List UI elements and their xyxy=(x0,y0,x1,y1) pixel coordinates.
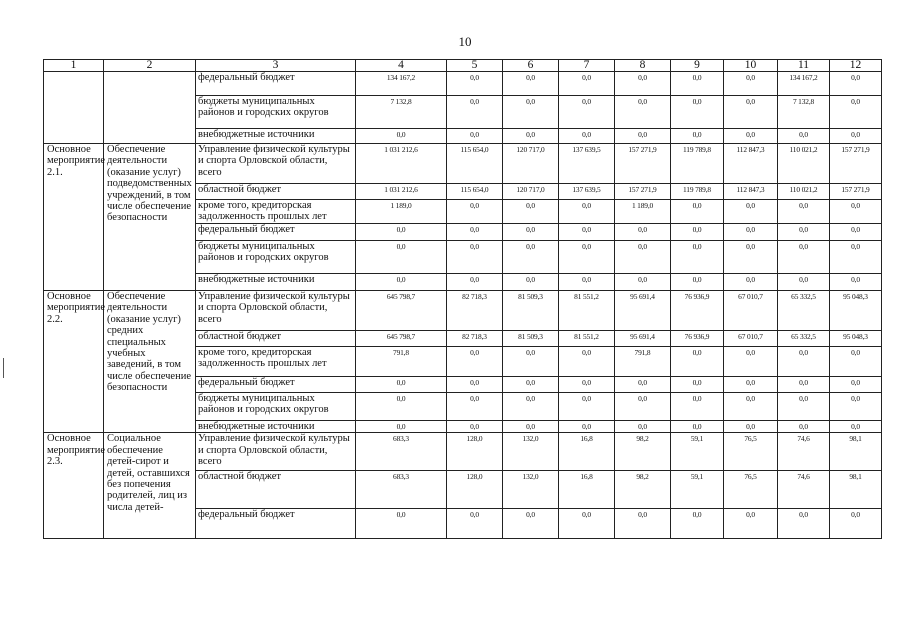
value-cell: 7 132,8 xyxy=(356,96,447,129)
value-cell: 0,0 xyxy=(830,347,882,377)
value-cell: 0,0 xyxy=(559,377,615,393)
value-cell: 7 132,8 xyxy=(778,96,830,129)
table-body xyxy=(44,72,882,539)
value-cell: 0,0 xyxy=(559,129,615,144)
value-cell: 98,2 xyxy=(615,471,671,509)
value-cell: 132,0 xyxy=(503,433,559,471)
value-cell: 0,0 xyxy=(671,129,724,144)
value-cell: 0,0 xyxy=(724,274,778,291)
value-cell: 0,0 xyxy=(356,377,447,393)
value-cell: 98,1 xyxy=(830,471,882,509)
value-cell: 115 654,0 xyxy=(447,184,503,200)
value-cell: 0,0 xyxy=(356,393,447,421)
value-cell: 0,0 xyxy=(559,200,615,224)
value-cell: 0,0 xyxy=(724,377,778,393)
description-cell: Обеспечение деятельности (оказание услуг) подведомственных учреждений, в том числе обеспечение безопасности xyxy=(104,144,196,291)
value-cell: 0,0 xyxy=(778,421,830,433)
value-cell: 95 691,4 xyxy=(615,331,671,347)
value-cell: 157 271,9 xyxy=(615,184,671,200)
value-cell: 81 509,3 xyxy=(503,291,559,331)
value-cell: 0,0 xyxy=(503,509,559,539)
value-cell: 65 332,5 xyxy=(778,331,830,347)
value-cell: 0,0 xyxy=(503,421,559,433)
funding-source-cell: бюджеты муниципальных районов и городских округов xyxy=(196,96,356,129)
value-cell: 120 717,0 xyxy=(503,144,559,184)
value-cell: 137 639,5 xyxy=(559,144,615,184)
funding-source-cell: внебюджетные источники xyxy=(196,274,356,291)
value-cell: 95 691,4 xyxy=(615,291,671,331)
value-cell: 0,0 xyxy=(778,200,830,224)
value-cell: 81 551,2 xyxy=(559,291,615,331)
value-cell: 0,0 xyxy=(830,509,882,539)
column-number-row xyxy=(44,60,882,72)
funding-source-cell: Управление физической культуры и спорта Орловской области, всего xyxy=(196,291,356,331)
value-cell: 134 167,2 xyxy=(778,72,830,96)
value-cell: 112 847,3 xyxy=(724,184,778,200)
value-cell: 0,0 xyxy=(671,224,724,241)
value-cell: 0,0 xyxy=(724,347,778,377)
value-cell: 67 010,7 xyxy=(724,331,778,347)
value-cell: 128,0 xyxy=(447,433,503,471)
value-cell: 0,0 xyxy=(671,96,724,129)
value-cell: 0,0 xyxy=(671,393,724,421)
value-cell: 98,2 xyxy=(615,433,671,471)
value-cell: 0,0 xyxy=(503,200,559,224)
funding-source-cell: бюджеты муниципальных районов и городских округов xyxy=(196,241,356,274)
value-cell: 0,0 xyxy=(724,241,778,274)
value-cell: 0,0 xyxy=(559,347,615,377)
value-cell: 0,0 xyxy=(559,509,615,539)
value-cell: 0,0 xyxy=(447,347,503,377)
value-cell: 0,0 xyxy=(615,509,671,539)
value-cell: 0,0 xyxy=(830,96,882,129)
value-cell: 0,0 xyxy=(447,274,503,291)
funding-source-cell: внебюджетные источники xyxy=(196,421,356,433)
value-cell: 0,0 xyxy=(559,241,615,274)
value-cell: 137 639,5 xyxy=(559,184,615,200)
value-cell: 0,0 xyxy=(615,274,671,291)
value-cell: 0,0 xyxy=(447,241,503,274)
value-cell: 0,0 xyxy=(778,509,830,539)
value-cell: 0,0 xyxy=(830,241,882,274)
value-cell: 65 332,5 xyxy=(778,291,830,331)
column-header: 10 xyxy=(724,60,778,72)
value-cell: 1 031 212,6 xyxy=(356,144,447,184)
description-cell-empty xyxy=(104,72,196,144)
value-cell: 0,0 xyxy=(503,96,559,129)
funding-table xyxy=(43,59,882,539)
value-cell: 0,0 xyxy=(356,421,447,433)
value-cell: 128,0 xyxy=(447,471,503,509)
value-cell: 59,1 xyxy=(671,471,724,509)
value-cell: 0,0 xyxy=(615,96,671,129)
funding-source-cell: областной бюджет xyxy=(196,184,356,200)
value-cell: 0,0 xyxy=(778,224,830,241)
funding-source-cell: федеральный бюджет xyxy=(196,72,356,96)
value-cell: 1 189,0 xyxy=(615,200,671,224)
value-cell: 0,0 xyxy=(778,129,830,144)
value-cell: 0,0 xyxy=(615,72,671,96)
value-cell: 134 167,2 xyxy=(356,72,447,96)
value-cell: 0,0 xyxy=(447,393,503,421)
value-cell: 1 189,0 xyxy=(356,200,447,224)
value-cell: 119 789,8 xyxy=(671,144,724,184)
value-cell: 82 718,3 xyxy=(447,291,503,331)
value-cell: 0,0 xyxy=(671,200,724,224)
funding-source-cell: кроме того, кредиторская задолженность прошлых лет xyxy=(196,200,356,224)
value-cell: 0,0 xyxy=(447,224,503,241)
value-cell: 82 718,3 xyxy=(447,331,503,347)
value-cell: 110 021,2 xyxy=(778,144,830,184)
column-header: 3 xyxy=(196,60,356,72)
funding-source-cell: областной бюджет xyxy=(196,331,356,347)
value-cell: 98,1 xyxy=(830,433,882,471)
value-cell: 683,3 xyxy=(356,433,447,471)
column-header: 4 xyxy=(356,60,447,72)
value-cell: 0,0 xyxy=(724,393,778,421)
measure-cell: Основное мероприятие 2.1. xyxy=(44,144,104,291)
value-cell: 0,0 xyxy=(724,224,778,241)
value-cell: 76,5 xyxy=(724,471,778,509)
value-cell: 16,8 xyxy=(559,471,615,509)
value-cell: 0,0 xyxy=(559,274,615,291)
value-cell: 0,0 xyxy=(447,200,503,224)
table-row xyxy=(44,72,882,96)
value-cell: 76 936,9 xyxy=(671,331,724,347)
value-cell: 0,0 xyxy=(724,200,778,224)
value-cell: 0,0 xyxy=(615,224,671,241)
value-cell: 0,0 xyxy=(724,421,778,433)
value-cell: 0,0 xyxy=(671,274,724,291)
value-cell: 0,0 xyxy=(356,224,447,241)
column-header: 2 xyxy=(104,60,196,72)
value-cell: 0,0 xyxy=(830,72,882,96)
value-cell: 81 509,3 xyxy=(503,331,559,347)
funding-source-cell: Управление физической культуры и спорта Орловской области, всего xyxy=(196,144,356,184)
value-cell: 157 271,9 xyxy=(830,144,882,184)
value-cell: 0,0 xyxy=(503,72,559,96)
description-cell: Социальное обеспечение детей-сирот и детей, оставшихся без попечения родителей, лиц из числа детей- xyxy=(104,433,196,539)
value-cell: 0,0 xyxy=(671,377,724,393)
value-cell: 0,0 xyxy=(615,241,671,274)
value-cell: 0,0 xyxy=(778,377,830,393)
value-cell: 0,0 xyxy=(778,274,830,291)
value-cell: 120 717,0 xyxy=(503,184,559,200)
value-cell: 0,0 xyxy=(503,241,559,274)
value-cell: 95 048,3 xyxy=(830,331,882,347)
value-cell: 1 031 212,6 xyxy=(356,184,447,200)
value-cell: 0,0 xyxy=(830,224,882,241)
value-cell: 0,0 xyxy=(671,421,724,433)
column-header: 6 xyxy=(503,60,559,72)
funding-source-cell: федеральный бюджет xyxy=(196,509,356,539)
measure-cell-empty xyxy=(44,72,104,144)
value-cell: 0,0 xyxy=(503,377,559,393)
value-cell: 0,0 xyxy=(615,421,671,433)
funding-source-cell: федеральный бюджет xyxy=(196,377,356,393)
value-cell: 59,1 xyxy=(671,433,724,471)
value-cell: 0,0 xyxy=(503,393,559,421)
value-cell: 0,0 xyxy=(830,129,882,144)
value-cell: 0,0 xyxy=(671,347,724,377)
value-cell: 0,0 xyxy=(503,224,559,241)
value-cell: 0,0 xyxy=(447,96,503,129)
value-cell: 0,0 xyxy=(615,129,671,144)
value-cell: 0,0 xyxy=(447,509,503,539)
value-cell: 0,0 xyxy=(447,72,503,96)
value-cell: 645 798,7 xyxy=(356,331,447,347)
table-row xyxy=(44,291,882,331)
table-row xyxy=(44,433,882,471)
value-cell: 74,6 xyxy=(778,433,830,471)
column-header: 11 xyxy=(778,60,830,72)
value-cell: 791,8 xyxy=(356,347,447,377)
value-cell: 0,0 xyxy=(356,274,447,291)
value-cell: 0,0 xyxy=(724,72,778,96)
value-cell: 0,0 xyxy=(559,72,615,96)
measure-cell: Основное мероприятие 2.2. xyxy=(44,291,104,433)
value-cell: 0,0 xyxy=(559,421,615,433)
value-cell: 157 271,9 xyxy=(830,184,882,200)
column-header: 12 xyxy=(830,60,882,72)
value-cell: 0,0 xyxy=(671,72,724,96)
value-cell: 76,5 xyxy=(724,433,778,471)
value-cell: 683,3 xyxy=(356,471,447,509)
column-header: 8 xyxy=(615,60,671,72)
value-cell: 0,0 xyxy=(503,274,559,291)
page-number: 10 xyxy=(458,34,472,49)
value-cell: 0,0 xyxy=(724,509,778,539)
funding-source-cell: областной бюджет xyxy=(196,471,356,509)
measure-cell: Основное мероприятие 2.3. xyxy=(44,433,104,539)
column-header: 9 xyxy=(671,60,724,72)
margin-mark xyxy=(3,358,10,378)
value-cell: 119 789,8 xyxy=(671,184,724,200)
value-cell: 0,0 xyxy=(724,96,778,129)
value-cell: 0,0 xyxy=(356,129,447,144)
value-cell: 95 048,3 xyxy=(830,291,882,331)
table-row xyxy=(44,144,882,184)
value-cell: 74,6 xyxy=(778,471,830,509)
value-cell: 0,0 xyxy=(559,393,615,421)
value-cell: 112 847,3 xyxy=(724,144,778,184)
value-cell: 645 798,7 xyxy=(356,291,447,331)
value-cell: 0,0 xyxy=(830,274,882,291)
value-cell: 0,0 xyxy=(830,393,882,421)
value-cell: 0,0 xyxy=(615,377,671,393)
value-cell: 76 936,9 xyxy=(671,291,724,331)
value-cell: 115 654,0 xyxy=(447,144,503,184)
description-cell: Обеспечение деятельности (оказание услуг) средних специальных учебных заведений, в том числе обеспечение безопасности xyxy=(104,291,196,433)
funding-source-cell: внебюджетные источники xyxy=(196,129,356,144)
value-cell: 0,0 xyxy=(356,241,447,274)
column-header: 1 xyxy=(44,60,104,72)
value-cell: 0,0 xyxy=(778,347,830,377)
value-cell: 81 551,2 xyxy=(559,331,615,347)
value-cell: 110 021,2 xyxy=(778,184,830,200)
value-cell: 0,0 xyxy=(559,96,615,129)
value-cell: 0,0 xyxy=(615,393,671,421)
value-cell: 0,0 xyxy=(503,129,559,144)
value-cell: 0,0 xyxy=(671,509,724,539)
value-cell: 0,0 xyxy=(503,347,559,377)
value-cell: 0,0 xyxy=(830,377,882,393)
value-cell: 0,0 xyxy=(830,200,882,224)
value-cell: 0,0 xyxy=(447,377,503,393)
value-cell: 791,8 xyxy=(615,347,671,377)
value-cell: 157 271,9 xyxy=(615,144,671,184)
value-cell: 0,0 xyxy=(447,129,503,144)
funding-source-cell: федеральный бюджет xyxy=(196,224,356,241)
value-cell: 0,0 xyxy=(724,129,778,144)
value-cell: 0,0 xyxy=(356,509,447,539)
funding-source-cell: бюджеты муниципальных районов и городских округов xyxy=(196,393,356,421)
funding-source-cell: Управление физической культуры и спорта Орловской области, всего xyxy=(196,433,356,471)
value-cell: 0,0 xyxy=(671,241,724,274)
value-cell: 0,0 xyxy=(559,224,615,241)
funding-source-cell: кроме того, кредиторская задолженность прошлых лет xyxy=(196,347,356,377)
column-header: 7 xyxy=(559,60,615,72)
column-header: 5 xyxy=(447,60,503,72)
value-cell: 0,0 xyxy=(778,241,830,274)
value-cell: 67 010,7 xyxy=(724,291,778,331)
value-cell: 16,8 xyxy=(559,433,615,471)
value-cell: 132,0 xyxy=(503,471,559,509)
value-cell: 0,0 xyxy=(830,421,882,433)
value-cell: 0,0 xyxy=(778,393,830,421)
value-cell: 0,0 xyxy=(447,421,503,433)
